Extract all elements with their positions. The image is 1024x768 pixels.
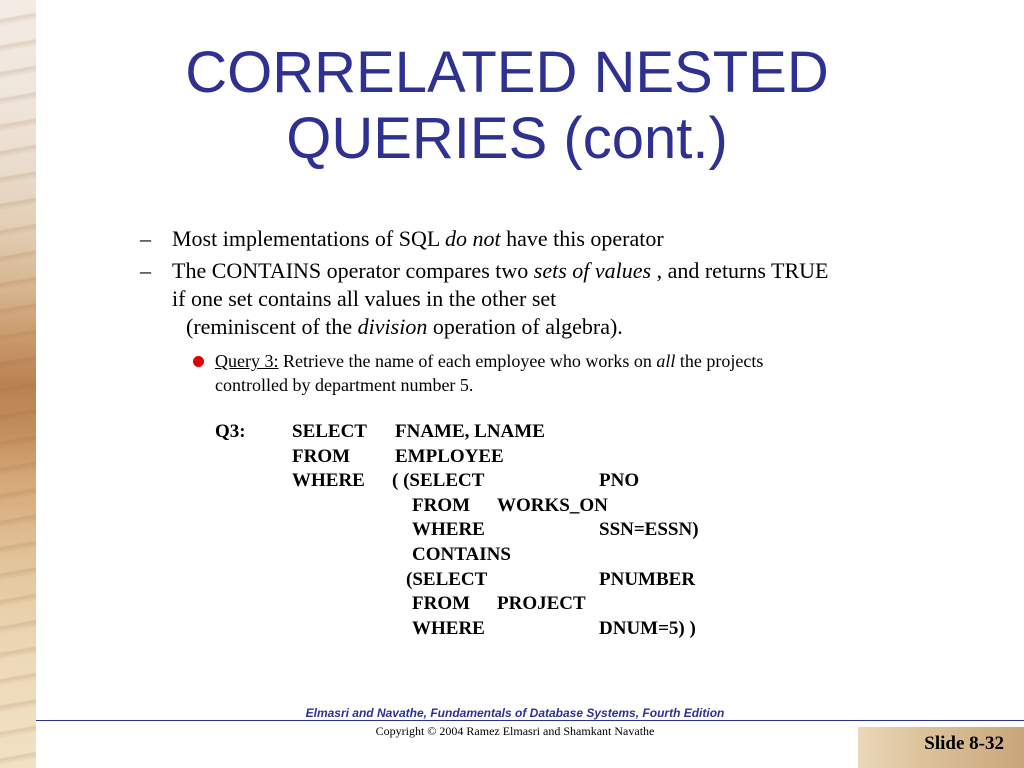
sql-value: DNUM=5) ) — [599, 617, 696, 639]
sql-keyword: WHERE — [292, 470, 365, 492]
slide-number-box — [858, 727, 1024, 768]
sql-keyword: FROM — [412, 494, 471, 516]
title-line-2: QUERIES (cont.) — [286, 106, 728, 171]
bullet-line — [172, 313, 960, 341]
sql-value: WORKS_ON — [497, 494, 608, 516]
sql-value: FNAME, LNAME — [395, 421, 545, 442]
sql-value: PNO — [599, 470, 640, 492]
bullet-text: The CONTAINS operator compares two — [172, 258, 534, 283]
sql-value: PROJECT — [497, 593, 586, 615]
footer-book-title — [0, 706, 1024, 720]
bullet-item — [140, 225, 960, 253]
bullet-text: have this operator — [500, 226, 664, 251]
footer-edition: Fourth Edition — [642, 706, 725, 720]
query-label: Query 3: — [215, 351, 279, 371]
sql-keyword: FROM — [292, 445, 351, 467]
sub-bullet-line: controlled by department number 5. — [215, 375, 474, 395]
bullet-emphasis: division — [357, 314, 428, 339]
sql-value: PNUMBER — [599, 568, 696, 590]
decorative-side-strip — [0, 0, 36, 768]
bullet-text: , and returns TRUE — [651, 258, 829, 283]
sub-bullet-emphasis: all — [656, 351, 676, 371]
bullet-text: Most implementations of SQL — [172, 226, 445, 251]
sql-keyword: SELECT — [292, 421, 367, 442]
sub-bullet-text: Retrieve the name of each employee who works on — [278, 351, 657, 371]
bullet-text: operation of algebra). — [427, 314, 623, 339]
sql-keyword: WHERE — [412, 519, 485, 541]
bullet-text: (reminiscent of the — [186, 314, 358, 339]
dash-marker: – — [140, 258, 151, 283]
slide-number: Slide 8-32 — [924, 733, 1004, 754]
sql-value: SSN=ESSN) — [599, 519, 699, 541]
footer-divider — [36, 720, 1024, 721]
bullet-item — [140, 257, 960, 341]
query-id: Q3: — [215, 421, 246, 442]
sql-keyword: FROM — [412, 593, 471, 615]
sql-keyword: (SELECT — [406, 568, 488, 590]
footer-copyright: Copyright © 2004 Ramez Elmasri and Shamkant Navathe — [375, 724, 655, 738]
footer-book-text: Elmasri and Navathe, Fundamentals of Database Systems, — [305, 706, 643, 720]
title-line-1: CORRELATED NESTED — [185, 40, 829, 105]
sql-value: EMPLOYEE — [395, 445, 504, 467]
sql-keyword: CONTAINS — [412, 543, 511, 565]
sql-keyword: ( (SELECT — [392, 470, 485, 492]
sub-bullet-text: the projects — [675, 351, 764, 371]
bullet-emphasis: do not — [444, 226, 501, 251]
slide-title — [60, 40, 954, 172]
sub-bullet-item — [193, 349, 960, 397]
bullet-list — [140, 225, 960, 397]
red-bullet-icon — [193, 356, 204, 367]
sql-keyword: WHERE — [412, 617, 485, 639]
dash-marker: – — [140, 226, 151, 251]
bullet-line: if one set contains all values in the other set — [172, 286, 557, 311]
bullet-emphasis: sets of values — [533, 258, 652, 283]
